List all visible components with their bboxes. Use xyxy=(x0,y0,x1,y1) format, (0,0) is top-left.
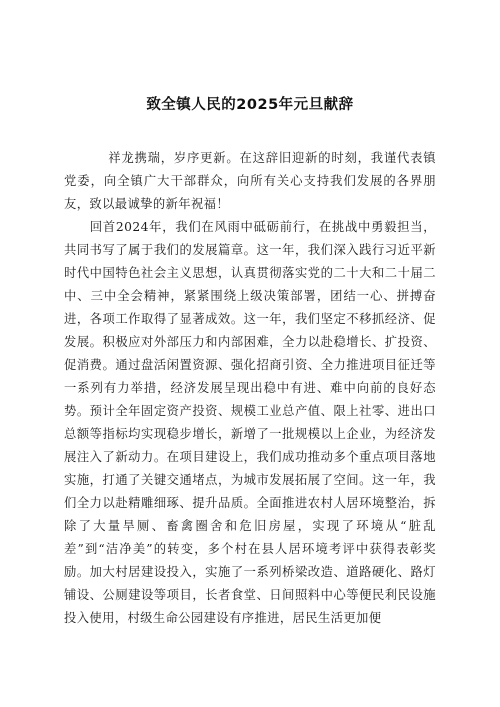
document-title: 致全镇人民的2025年元旦献辞 xyxy=(146,97,354,113)
paragraph-greeting: 祥龙携瑞，岁序更新。在这辞旧迎新的时刻，我谨代表镇党委，向全镇广大干部群众，向所有关心支持我们发展的各界朋友，致以最诚挚的新年祝福！ xyxy=(64,151,436,211)
document-body xyxy=(64,147,436,630)
paragraph-review: 回首2024年，我们在风雨中砥砺前行，在挑战中勇毅担当，共同书写了属于我们的发展篇章。这一年，我们深入践行习近平新时代中国特色社会主义思想，认真贯彻落实党的二十大和二十届二中、三中全会精神，紧紧围绕上级决策部署，团结一心、拼搏奋进，各项工作取得了显著成效。这一年，我们坚定不移抓经济、促发展。积极应对外部压力和内部困难，全力以赴稳增长、扩投资、促消费。通过盘活闲置资源、强化招商引资、全力推进项目征迁等一系列有力举措，经济发展呈现出稳中有进、难中向前的良好态势。预计全年固定资产投资、规模工业总产值、限上社零、进出口总额等指标均实现稳步增长，新增了一批规模以上企业，为经济发展注入了新动力。在项目建设上，我们成功推动多个重点项目落地实施，打通了关键交通堵点，为城市发展拓展了空间。这一年，我们全力以赴精雕细琢、提升品质。全面推进农村人居环境整治，拆除了大量旱厕、畜禽圈舍和危旧房屋，实现了环境从“脏乱差”到“洁净美”的转变，多个村在县人居环境考评中获得表彰奖励。加大村居建设投入，实施了一系列桥梁改造、道路硬化、路灯铺设、公厕建设等项目，长者食堂、日间照料中心等便民利民设施投入使用，村级生命公园建设有序推进，居民生活更加便 xyxy=(64,220,436,625)
